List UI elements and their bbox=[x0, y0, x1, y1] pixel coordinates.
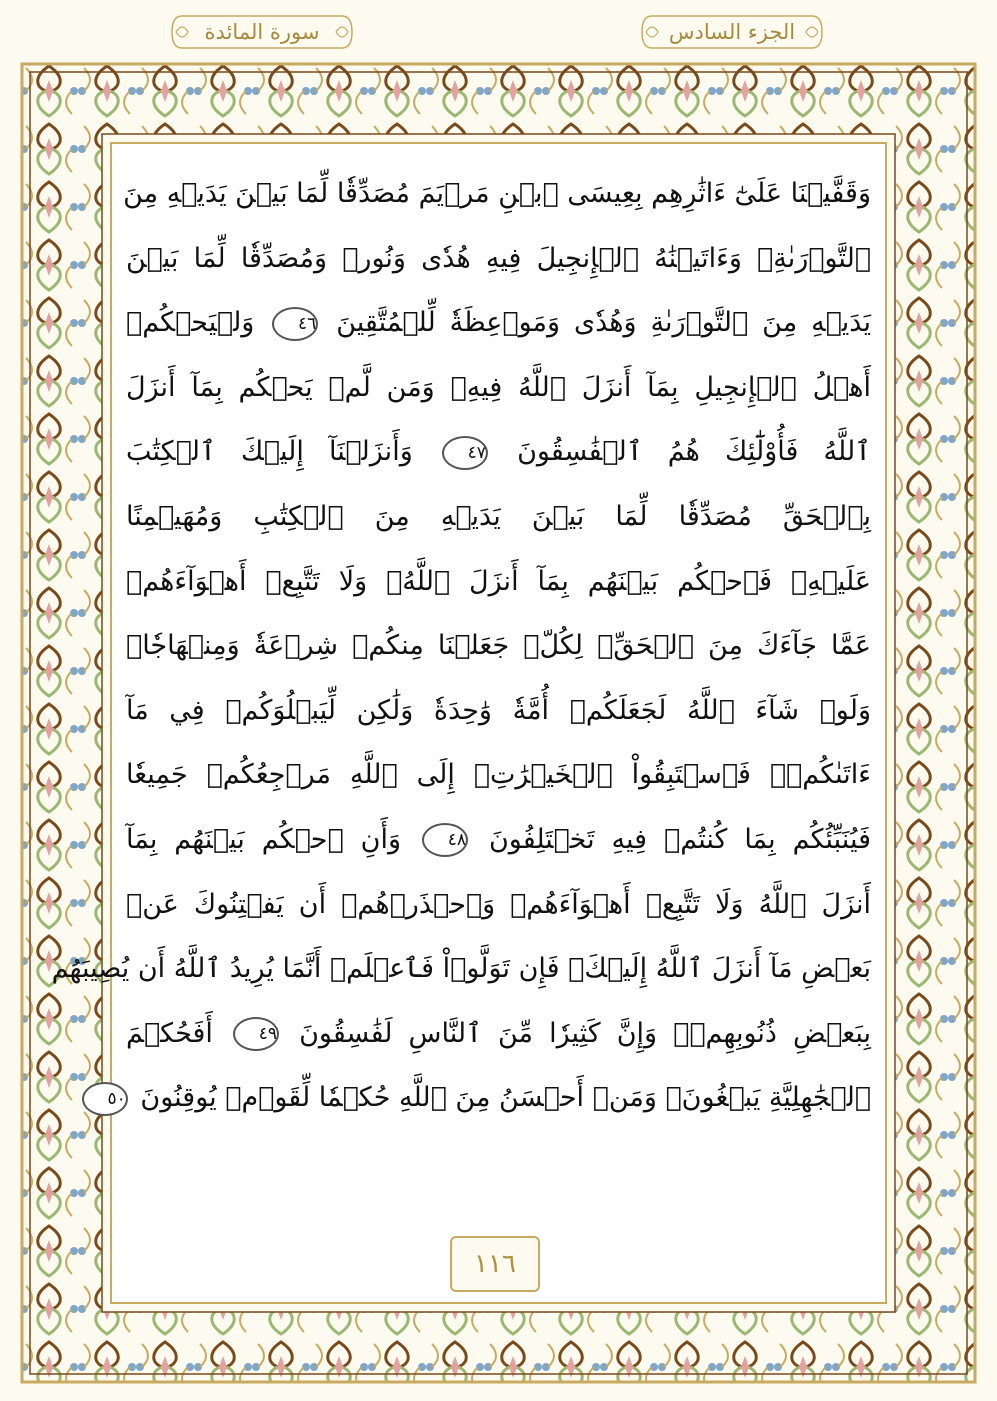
verse-line bbox=[123, 162, 871, 227]
verse-line bbox=[51, 937, 871, 1002]
verse-line bbox=[126, 808, 871, 873]
aya-number-marker: ٤٦ bbox=[272, 307, 318, 341]
verse-text: ٱلتَّوۡرَىٰةِۖ وَءَاتَيۡنَٰهُ ٱلۡإِنجِيلَ فِيهِ هُدٗى وَنُورٞ وَمُصَدِّقٗا لِّمَا بَيۡنَ bbox=[126, 242, 871, 274]
surah-label bbox=[168, 12, 356, 52]
ornamental-frame bbox=[20, 62, 977, 1384]
surah-label-text: سورة المائدة bbox=[204, 20, 320, 44]
verse-text-after: وَلۡيَحۡكُمۡ bbox=[126, 307, 255, 339]
verse-text-after: وَأَنِ ٱحۡكُم بَيۡنَهُم بِمَآ bbox=[126, 823, 401, 855]
verse-text: بَعۡضِ مَآ أَنزَلَ ٱللَّهُ إِلَيۡكَۖ فَإِن تَوَلَّوۡاْ فَٱعۡلَمۡ أَنَّمَا يُرِيدُ ٱللَّهُ أَن يُصِيبَهُم bbox=[51, 953, 871, 985]
verse-text: بِبَعۡضِ ذُنُوبِهِمۡۗ وَإِنَّ كَثِيرٗا مِّنَ ٱلنَّاسِ لَفَٰسِقُونَ bbox=[299, 1017, 871, 1049]
verse-text: يَدَيۡهِ مِنَ ٱلتَّوۡرَىٰةِ وَهُدٗى وَمَوۡعِظَةٗ لِّلۡمُتَّقِينَ bbox=[336, 307, 871, 339]
verse-lines bbox=[51, 162, 872, 1131]
quran-text-area bbox=[51, 142, 887, 1304]
verse-text: وَلَوۡ شَآءَ ٱللَّهُ لَجَعَلَكُمۡ أُمَّةٗ وَٰحِدَةٗ وَلَٰكِن لِّيَبۡلُوَكُمۡ فِي مَآ bbox=[126, 694, 871, 726]
verse-text: ءَاتَىٰكُمۡۖ فَٱسۡتَبِقُواْ ٱلۡخَيۡرَٰتِۚ إِلَى ٱللَّهِ مَرۡجِعُكُمۡ جَمِيعٗا bbox=[126, 759, 871, 791]
verse-text: ٱلۡجَٰهِلِيَّةِ يَبۡغُونَۚ وَمَنۡ أَحۡسَنُ مِنَ ٱللَّهِ حُكۡمٗا لِّقَوۡمٖ يُوقِنُونَ bbox=[140, 1082, 871, 1114]
aya-number-marker: ٤٧ bbox=[442, 436, 488, 470]
verse-line bbox=[126, 227, 871, 292]
verse-text: وَقَفَّيۡنَا عَلَىٰٓ ءَاثَٰرِهِم بِعِيسَى ٱبۡنِ مَرۡيَمَ مُصَدِّقٗا لِّمَا بَيۡنَ يَدَيۡهِ مِنَ bbox=[123, 178, 871, 209]
verse-text: أَهۡلُ ٱلۡإِنجِيلِ بِمَآ أَنزَلَ ٱللَّهُ فِيهِۚ وَمَن لَّمۡ يَحۡكُم بِمَآ أَنزَلَ bbox=[126, 371, 871, 403]
verse-line bbox=[126, 743, 871, 808]
verse-line bbox=[126, 679, 871, 744]
aya-number-marker: ٤٨ bbox=[422, 823, 468, 857]
verse-line bbox=[126, 291, 871, 356]
verse-line bbox=[126, 420, 871, 485]
verse-text: ٱللَّهُ فَأُوْلَٰٓئِكَ هُمُ ٱلۡفَٰسِقُونَ bbox=[517, 436, 871, 468]
page-number: ١١٦ bbox=[450, 1236, 540, 1292]
verse-line bbox=[126, 1002, 871, 1067]
verse-line bbox=[126, 614, 871, 679]
verse-text: بِٱلۡحَقِّ مُصَدِّقٗا لِّمَا بَيۡنَ يَدَيۡهِ مِنَ ٱلۡكِتَٰبِ وَمُهَيۡمِنًا bbox=[126, 500, 871, 532]
verse-line bbox=[126, 356, 871, 421]
verse-line bbox=[126, 485, 871, 550]
verse-text: فَيُنَبِّئُكُم بِمَا كُنتُمۡ فِيهِ تَخۡتَلِفُونَ bbox=[488, 823, 872, 855]
aya-number-marker: ٤٩ bbox=[233, 1017, 279, 1051]
verse-text-after: وَأَنزَلۡنَآ إِلَيۡكَ ٱلۡكِتَٰبَ bbox=[126, 436, 413, 468]
verse-line bbox=[107, 1066, 871, 1131]
page-header bbox=[0, 12, 997, 52]
verse-line bbox=[126, 873, 871, 938]
verse-line bbox=[126, 550, 871, 615]
verse-text: أَنزَلَ ٱللَّهُ وَلَا تَتَّبِعۡ أَهۡوَآءَهُمۡ وَٱحۡذَرۡهُمۡ أَن يَفۡتِنُوكَ عَنۢ bbox=[126, 888, 871, 920]
verse-text: عَلَيۡهِۖ فَٱحۡكُم بَيۡنَهُم بِمَآ أَنزَلَ ٱللَّهُۖ وَلَا تَتَّبِعۡ أَهۡوَآءَهُمۡ bbox=[126, 565, 871, 597]
juz-label bbox=[638, 12, 826, 52]
verse-text: عَمَّا جَآءَكَ مِنَ ٱلۡحَقِّۚ لِكُلّٖ جَعَلۡنَا مِنكُمۡ شِرۡعَةٗ وَمِنۡهَاجٗاۚ bbox=[126, 630, 871, 662]
juz-label-text: الجزء السادس bbox=[668, 20, 796, 44]
aya-number-marker: ٥٠ bbox=[82, 1082, 128, 1116]
verse-text-after: أَفَحُكۡمَ bbox=[126, 1017, 213, 1049]
